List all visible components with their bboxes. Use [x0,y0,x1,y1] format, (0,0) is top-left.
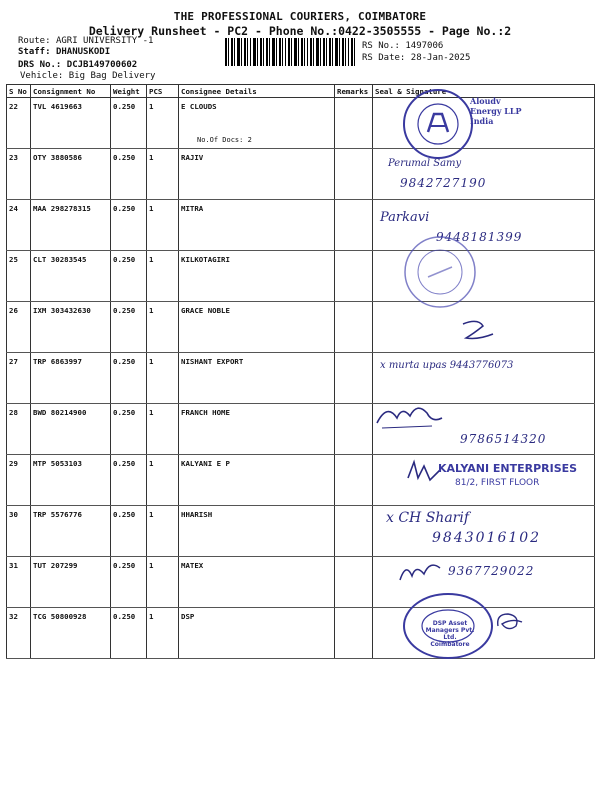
sig-row31-phone: 9367729022 [448,564,535,578]
staff-value: DHANUSKODI [55,47,111,57]
sig-row23-phone: 9842727190 [400,176,487,190]
rs-number-line [362,40,470,52]
cell-consignment: BWD 80214900 [31,404,111,455]
cell-signature [373,608,595,659]
cell-pcs: 1 [147,506,179,557]
col-sno: S No [7,85,31,98]
drs-line [18,60,137,71]
seal-row32-text: DSP Asset Managers Pvt. Ltd. Coimbatore [425,620,475,648]
sig-row28-phone: 9786514320 [460,432,547,446]
cell-sno: 26 [7,302,31,353]
cell-consignment: TRP 6863997 [31,353,111,404]
cell-pcs: 1 [147,200,179,251]
barcode [225,38,355,66]
vehicle-line [20,71,155,82]
stamp-row29-line1: KALYANI ENTERPRISES [438,462,578,475]
cell-remarks [335,608,373,659]
cell-weight: 0.250 [111,404,147,455]
cell-sno: 32 [7,608,31,659]
cell-weight: 0.250 [111,353,147,404]
cell-sno: 29 [7,455,31,506]
cell-pcs: 1 [147,149,179,200]
col-consignment: Consignment No [31,85,111,98]
cell-consignment: TCG 50800928 [31,608,111,659]
cell-pcs: 1 [147,251,179,302]
cell-consignee: HHARISH [179,506,335,557]
cell-remarks [335,404,373,455]
cell-remarks [335,455,373,506]
cell-weight: 0.250 [111,608,147,659]
cell-remarks [335,353,373,404]
cell-signature [373,404,595,455]
runsheet-table [6,84,595,659]
col-consignee: Consignee Details [179,85,335,98]
cell-signature [373,149,595,200]
cell-remarks [335,98,373,149]
company-title: THE PROFESSIONAL COURIERS, COIMBATORE [173,10,427,23]
rs-no-label: RS No.: [362,41,400,51]
cell-signature [373,200,595,251]
table-row [7,302,595,353]
sig-row24-phone: 9448181399 [436,230,523,244]
cell-signature [373,98,595,149]
cell-consignee: KILKOTAGIRI [179,251,335,302]
cell-signature [373,557,595,608]
sig-row27-note: x murta upas 9443776073 [380,360,514,371]
cell-pcs: 1 [147,455,179,506]
cell-consignment: IXM 303432630 [31,302,111,353]
vehicle-value: Big Bag Delivery [68,71,156,81]
cell-remarks [335,557,373,608]
table-row [7,557,595,608]
rs-no-value: 1497006 [405,41,444,51]
cell-pcs: 1 [147,98,179,149]
col-weight: Weight [111,85,147,98]
cell-pcs: 1 [147,353,179,404]
cell-remarks [335,251,373,302]
cell-sno: 27 [7,353,31,404]
route-label: Route: [18,36,51,46]
col-remarks: Remarks [335,85,373,98]
staff-label: Staff: [18,47,51,57]
table-row [7,98,595,149]
table-row [7,506,595,557]
consignee-name: E CLOUDS [181,102,217,111]
cell-consignee: RAJIV [179,149,335,200]
cell-weight: 0.250 [111,149,147,200]
sig-row30-name: x CH Sharif [386,510,470,526]
cell-weight: 0.250 [111,200,147,251]
col-pcs: PCS [147,85,179,98]
cell-consignee: FRANCH HOME [179,404,335,455]
col-signature: Seal & Signature [373,85,595,98]
cell-consignment: MTP 5053103 [31,455,111,506]
cell-sno: 31 [7,557,31,608]
staff-line [18,47,110,58]
cell-consignment: TRP 5576776 [31,506,111,557]
rs-date-label: RS Date: [362,53,406,63]
cell-pcs: 1 [147,608,179,659]
cell-weight: 0.250 [111,98,147,149]
cell-weight: 0.250 [111,251,147,302]
cell-consignment: MAA 298278315 [31,200,111,251]
cell-remarks [335,302,373,353]
cell-consignment: OTY 3880586 [31,149,111,200]
rs-info [362,40,470,64]
runsheet-subtitle: Delivery Runsheet - PC2 - Phone No.:0422-3505555 - Page No.:2 [88,24,512,38]
cell-consignment: TVL 4619663 [31,98,111,149]
table-row [7,200,595,251]
table-row [7,353,595,404]
cell-remarks [335,149,373,200]
cell-signature [373,455,595,506]
route-value: AGRI UNIVERSITY -1 [55,36,154,46]
seal-row22-text: Aloudv Energy LLP India [470,96,522,126]
table-row [7,455,595,506]
cell-pcs: 1 [147,404,179,455]
table-row [7,404,595,455]
vehicle-label: Vehicle: [20,71,64,81]
table-row [7,608,595,659]
drs-value: DCJB149700602 [66,60,138,70]
cell-weight: 0.250 [111,557,147,608]
table-row [7,149,595,200]
table-row [7,251,595,302]
sig-row30-phone: 9843016102 [432,530,542,546]
cell-sno: 30 [7,506,31,557]
cell-consignee: NISHANT EXPORT [179,353,335,404]
cell-consignment: CLT 30283545 [31,251,111,302]
cell-consignment: TUT 207299 [31,557,111,608]
cell-signature [373,251,595,302]
table-header-row [7,85,595,98]
cell-consignee: DSP [179,608,335,659]
route-line [18,36,153,47]
cell-consignee: MITRA [179,200,335,251]
cell-consignee: MATEX [179,557,335,608]
stamp-row29-line2: 81/2, FIRST FLOOR [455,478,540,488]
cell-weight: 0.250 [111,506,147,557]
cell-remarks [335,506,373,557]
cell-pcs: 1 [147,557,179,608]
cell-weight: 0.250 [111,455,147,506]
cell-sno: 24 [7,200,31,251]
cell-signature [373,506,595,557]
cell-sno: 28 [7,404,31,455]
cell-consignee: KALYANI E P [179,455,335,506]
cell-sno: 23 [7,149,31,200]
cell-sno: 25 [7,251,31,302]
cell-consignee: GRACE NOBLE [179,302,335,353]
sig-row23-name: Perumal Samy [388,158,462,169]
rs-date-value: 28-Jan-2025 [410,53,471,63]
cell-consignee [179,98,335,149]
cell-weight: 0.250 [111,302,147,353]
cell-signature [373,302,595,353]
cell-sno: 22 [7,98,31,149]
docs-count: No.Of Docs: 2 [197,136,252,144]
rs-date-line [362,52,470,64]
drs-label: DRS No.: [18,60,62,70]
cell-pcs: 1 [147,302,179,353]
cell-signature [373,353,595,404]
sig-row24-name: Parkavi [380,210,430,225]
cell-remarks [335,200,373,251]
